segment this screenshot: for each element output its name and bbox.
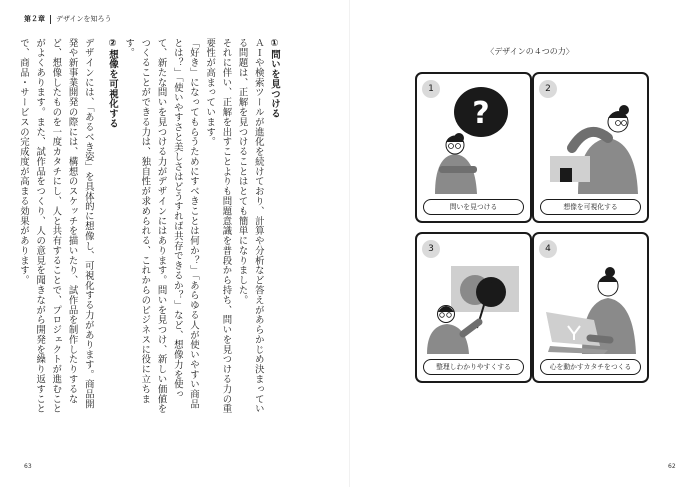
person-sketching-illustration — [538, 82, 643, 194]
card-number-badge: 2 — [539, 80, 557, 98]
body-text — [15, 38, 282, 418]
chapter-header — [24, 14, 112, 24]
person-thinking-illustration — [421, 82, 526, 194]
paragraph: デザインには、「あるべき姿」を具体的に想像し、可視化する力があります。商品開発や新事業開発の際には、構想のスケッチを描いたり、試作品を制作したりするなど、想像したものを一度カタチにし、人と共有することで、プロジェクトが進むことがよくあります。また、試作品をつくり、人の意見を聞きながら開発を繰り返すことで、商品・サービスの完成度が高まる効果があります。 — [17, 38, 94, 414]
chapter-title: デザインを知ろう — [56, 15, 112, 23]
figure-title: 〈デザインの４つの力〉 — [486, 47, 574, 56]
card-number-badge: 3 — [422, 240, 440, 258]
card-find-questions — [415, 72, 532, 223]
page-divider — [349, 0, 350, 487]
card-label: 心を動かすカタチをつくる — [540, 359, 641, 375]
card-label: 問いを見つける — [423, 199, 524, 215]
card-visualize-ideas — [532, 72, 649, 223]
person-laptop-illustration — [538, 242, 643, 354]
card-number-badge: 4 — [539, 240, 557, 258]
paragraph: ＡＩや検索ツールが進化を続けており、計算や分析など答えがあらかじめ決まっている問題は、正解を見つけることはとても簡単になりました。 — [236, 38, 264, 414]
card-number-badge: 1 — [422, 80, 440, 98]
paragraph: 「好き」になってもらうためにすべきことは何か？」「あらゆる人が使いやすい商品とは？」「使いやすさと美しさはどうすれば共存できるか？」など、想像力を使って、新たな問いを見つける力がデザインにはあります。問いを見つけ、新しい価値をつくることができる力は、独自性が求められる、これからのビジネスに役に立ちます。 — [123, 38, 199, 414]
page-number-left: 63 — [24, 463, 32, 470]
paragraph: それに伴い、正解を出すことよりも問題意識を普段から持ち、問いを見つける力の重要性が高まっています。 — [204, 38, 232, 414]
card-create-moving-forms — [532, 232, 649, 383]
section-heading-2: ②想像を可視化する — [106, 38, 118, 129]
person-presenting-illustration — [421, 242, 526, 354]
chapter-number: 第２章 — [24, 15, 45, 23]
card-label: 想像を可視化する — [540, 199, 641, 215]
card-label: 整理しわかりやすくする — [423, 359, 524, 375]
header-divider — [50, 15, 51, 24]
section-heading-1: ①問いを見つける — [269, 38, 280, 119]
svg-text:?: ? — [472, 96, 490, 131]
page-number-right: 62 — [668, 463, 676, 470]
card-organize-clarify — [415, 232, 532, 383]
